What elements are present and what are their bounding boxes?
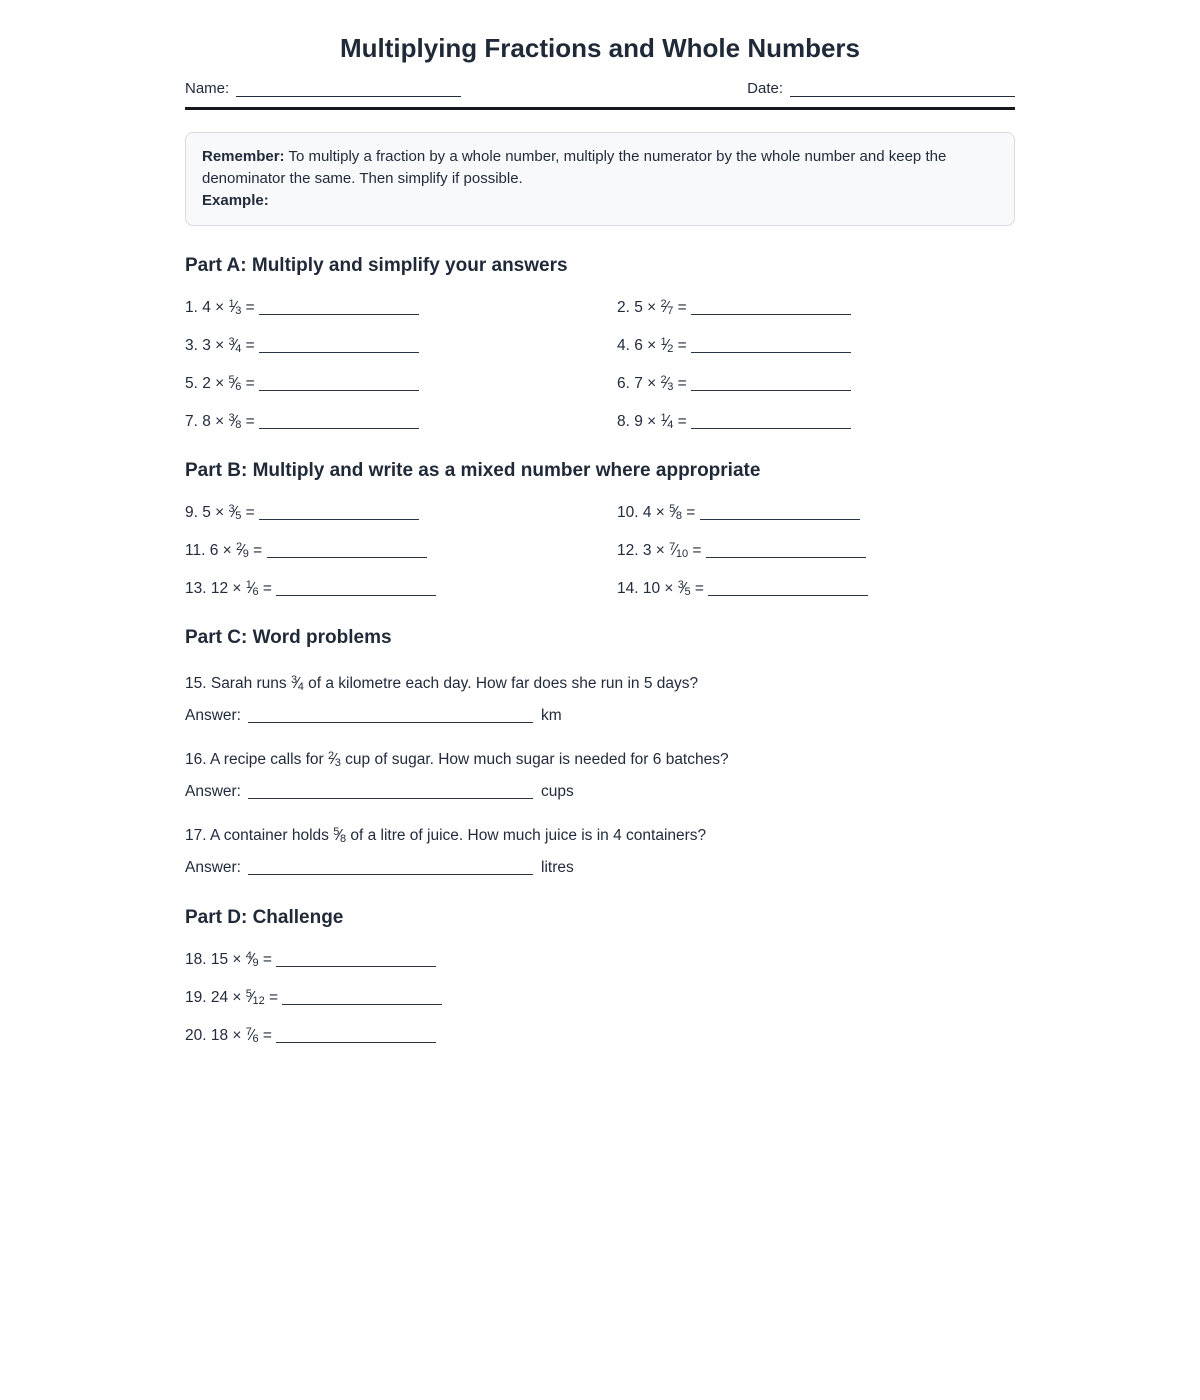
part-b-section — [185, 460, 1015, 598]
answer-blank[interactable] — [282, 990, 442, 1005]
part-c-problems — [185, 670, 1015, 878]
word-problem-question: 17. A container holds $^5$⁄8 of a litre of juice. How much juice is in 4 containers? — [185, 826, 707, 846]
fraction: $^3$⁄4 — [228, 336, 242, 356]
answer-blank[interactable] — [259, 376, 419, 391]
date-input-line[interactable] — [790, 81, 1015, 97]
part-b-heading: Part B: Multiply and write as a mixed number where appropriate — [185, 460, 761, 482]
answer-blank[interactable] — [248, 860, 533, 875]
fraction: $^2$⁄7 — [660, 298, 674, 318]
problem-expression: 19. 24 × $^5$⁄12 = — [185, 988, 283, 1008]
fraction: $^7$⁄10 — [669, 541, 689, 561]
fraction: $^5$⁄12 — [245, 988, 265, 1008]
fraction: $^1$⁄2 — [660, 336, 674, 356]
answer-label: Answer: — [185, 707, 241, 725]
fraction: $^2$⁄9 — [236, 541, 249, 561]
remember-body: To multiply a fraction by a whole number, multiply the numerator by the whole number and keep the denominator the same. Then simplify if possible. — [202, 148, 947, 188]
remember-box — [185, 132, 1015, 226]
answer-blank[interactable] — [267, 543, 427, 558]
part-c-section — [185, 627, 1015, 878]
worksheet-page — [185, 0, 1015, 1045]
fraction: $^7$⁄6 — [245, 1026, 259, 1046]
fraction: $^5$⁄8 — [333, 826, 347, 846]
problem-item — [617, 298, 1015, 317]
fraction: $^1$⁄3 — [228, 298, 242, 318]
problem-item — [617, 503, 1015, 522]
answer-blank[interactable] — [259, 300, 419, 315]
part-d-section — [185, 907, 1015, 1045]
word-problem-question: 16. A recipe calls for $^2$⁄3 cup of sugar. How much sugar is needed for 6 batches? — [185, 750, 729, 770]
part-a-problems — [185, 298, 1015, 431]
part-a-section — [185, 255, 1015, 431]
word-problem-question: 15. Sarah runs $^3$⁄4 of a kilometre each day. How far does she run in 5 days? — [185, 674, 699, 694]
answer-unit: litres — [541, 859, 574, 877]
answer-blank[interactable] — [259, 338, 419, 353]
answer-label: Answer: — [185, 859, 241, 877]
problem-expression: 6. 7 × $^2$⁄3 = — [617, 374, 692, 394]
date-field — [747, 80, 1015, 97]
problem-item — [617, 541, 1015, 560]
problem-item — [617, 412, 1015, 431]
fraction: $^3$⁄5 — [677, 579, 691, 599]
fraction: $^2$⁄3 — [660, 374, 674, 394]
answer-unit: km — [541, 707, 562, 725]
answer-blank[interactable] — [248, 784, 533, 799]
fraction: $^3$⁄8 — [228, 412, 242, 432]
fraction: $^3$⁄4 — [290, 674, 304, 694]
problem-item — [185, 579, 617, 598]
problem-item — [617, 374, 1015, 393]
problem-item — [185, 503, 617, 522]
example-line — [202, 190, 998, 212]
fraction: $^5$⁄8 — [669, 503, 682, 523]
word-problem-answer-row — [185, 782, 1015, 802]
problem-expression: 20. 18 × $^7$⁄6 = — [185, 1026, 277, 1046]
name-label: Name: — [185, 80, 230, 98]
answer-blank[interactable] — [691, 414, 851, 429]
problem-item — [185, 541, 617, 560]
fraction: $^5$⁄6 — [228, 374, 242, 394]
problem-item — [185, 988, 1015, 1007]
part-a-heading: Part A: Multiply and simplify your answers — [185, 255, 568, 277]
problem-item — [617, 336, 1015, 355]
answer-blank[interactable] — [691, 376, 851, 391]
part-b-problems — [185, 503, 1015, 598]
fraction: $^1$⁄4 — [660, 412, 674, 432]
answer-blank[interactable] — [248, 708, 533, 723]
fraction: $^2$⁄3 — [328, 750, 341, 770]
page-title: Multiplying Fractions and Whole Numbers — [339, 33, 861, 63]
problem-expression: 18. 15 × $^4$⁄9 = — [185, 950, 277, 970]
problem-expression: 2. 5 × $^2$⁄7 = — [617, 298, 692, 318]
part-c-heading: Part C: Word problems — [185, 627, 392, 649]
problem-expression: 11. 6 × $^2$⁄9 = — [185, 541, 267, 561]
part-d-heading: Part D: Challenge — [185, 907, 344, 929]
answer-blank[interactable] — [700, 505, 860, 520]
problem-expression: 5. 2 × $^5$⁄6 = — [185, 374, 260, 394]
problem-expression: 10. 4 × $^5$⁄8 = — [617, 503, 700, 523]
answer-blank[interactable] — [276, 952, 436, 967]
name-input-line[interactable] — [236, 81, 461, 97]
answer-label: Answer: — [185, 783, 241, 801]
answer-blank[interactable] — [706, 543, 866, 558]
problem-expression: 1. 4 × $^1$⁄3 = — [185, 298, 260, 318]
problem-item — [185, 298, 617, 317]
part-d-problems — [185, 950, 1015, 1045]
answer-blank[interactable] — [276, 581, 436, 596]
problem-expression: 9. 5 × $^3$⁄5 = — [185, 503, 260, 523]
problem-expression: 3. 3 × $^3$⁄4 = — [185, 336, 260, 356]
problem-expression: 14. 10 × $^3$⁄5 = — [617, 579, 709, 599]
name-field — [185, 80, 461, 97]
answer-unit: cups — [541, 783, 574, 801]
date-label: Date: — [747, 80, 783, 98]
problem-item — [185, 374, 617, 393]
fraction: $^3$⁄5 — [228, 503, 242, 523]
problem-item — [185, 336, 617, 355]
answer-blank[interactable] — [259, 414, 419, 429]
remember-text — [202, 146, 998, 190]
problem-item — [185, 950, 1015, 969]
answer-blank[interactable] — [259, 505, 419, 520]
problem-expression: 13. 12 × $^1$⁄6 = — [185, 579, 277, 599]
problem-item — [185, 1026, 1015, 1045]
word-problem-answer-row — [185, 858, 1015, 878]
fraction: $^1$⁄6 — [245, 579, 259, 599]
answer-blank[interactable] — [691, 338, 851, 353]
answer-blank[interactable] — [276, 1028, 436, 1043]
word-problem-answer-row — [185, 706, 1015, 726]
remember-label: Remember: — [202, 148, 285, 166]
problem-expression: 12. 3 × $^7$⁄10 = — [617, 541, 706, 561]
answer-blank[interactable] — [691, 300, 851, 315]
header-divider — [185, 107, 1015, 110]
problem-item — [185, 412, 617, 431]
fraction: $^4$⁄9 — [245, 950, 259, 970]
problem-expression: 7. 8 × $^3$⁄8 = — [185, 412, 260, 432]
problem-expression: 4. 6 × $^1$⁄2 = — [617, 336, 692, 356]
name-date-row — [185, 80, 1015, 97]
problem-expression: 8. 9 × $^1$⁄4 = — [617, 412, 692, 432]
problem-item — [617, 579, 1015, 598]
example-label: Example: — [202, 192, 269, 210]
answer-blank[interactable] — [708, 581, 868, 596]
